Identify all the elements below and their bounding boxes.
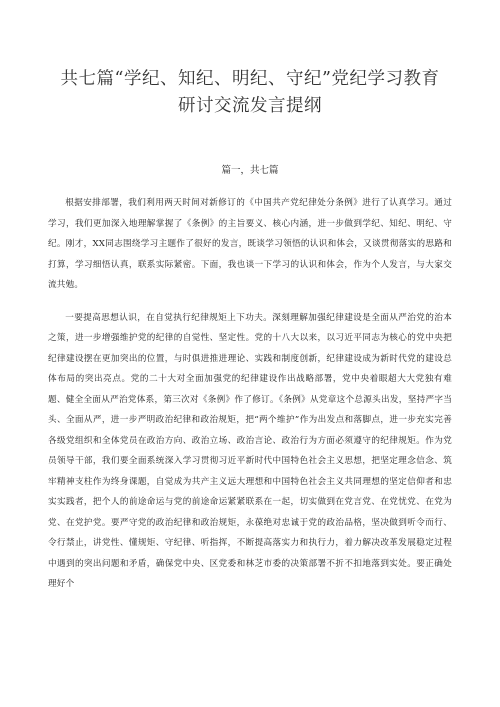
title-line-1: 共七篇“学纪、知纪、明纪、守纪”党纪学习教育 — [60, 69, 440, 89]
paragraph-intro: 根据安排部署，我们利用两天时间对新修订的《中国共产党纪律处分条例》进行了认真学习。通过学习，我们更加深入地理解掌握了《条例》的主旨要义、核心内涵，进一步做到学纪、知纪、明纪、守纪。刚才，XX同志围绕学习主题作了很好的发言，既谈学习领悟的认识和体会，又谈贯彻落实的思路和打算，学习细悟认真，联系实际紧密。下面，我也谈一下学习的认识和体会，作为个人发言，与大家交流共勉。 — [48, 198, 452, 290]
section-heading: 篇一，共七篇 — [221, 165, 279, 176]
document-title — [48, 66, 452, 120]
paragraph-main: 一要提高思想认识，在自觉执行纪律规矩上下功夫。深刻理解加强纪律建设是全面从严治党的治本之策，进一步增强维护党的纪律的自觉性、坚定性。党的十八大以来，以习近平同志为核心的党中央把纪律建设摆在更加突出的位置，与时俱进推进理论、实践和制度创新，纪律建设成为新时代党的建设总体布局的突出亮点。党的二十大对全面加强党的纪律建设作出战略部署，党中央着眼超大大党独有难题、健全全面从严治党体系，第三次对《条例》作了修订。《条例》从党章这个总源头出发，坚持严字当头、全面从严，进一步严明政治纪律和政治规矩，把“两个维护”作为出发点和落脚点，进一步充实完善各级党组织和全体党员在政治方向、政治立场、政治言论、政治行为方面必须遵守的纪律规矩。作为党员领导干部，我们要全面系统深入学习贯彻习近平新时代中国特色社会主义思想，把坚定理念信念、筑牢精神支柱作为终身课题，自觉成为共产主义远大理想和中国特色社会主义共同理想的坚定信仰者和忠实实践者，把个人的前途命运与党的前途命运紧紧联系在一起，切实做到在党言党、在党忧党、在党为党、在党护党。要严守党的政治纪律和政治规矩，永葆绝对忠诚于党的政治品格，坚决做到听令而行、令行禁止，讲党性、懂规矩、守纪律、听指挥，不断提高落实力和执行力，着力解决改革发展稳定过程中遇到的突出问题和矛盾，确保党中央、区党委和林芝市委的决策部署不折不扣地落到实处。要正确处理好个 — [48, 312, 452, 589]
title-line-2: 研讨交流发言提纲 — [178, 96, 322, 116]
